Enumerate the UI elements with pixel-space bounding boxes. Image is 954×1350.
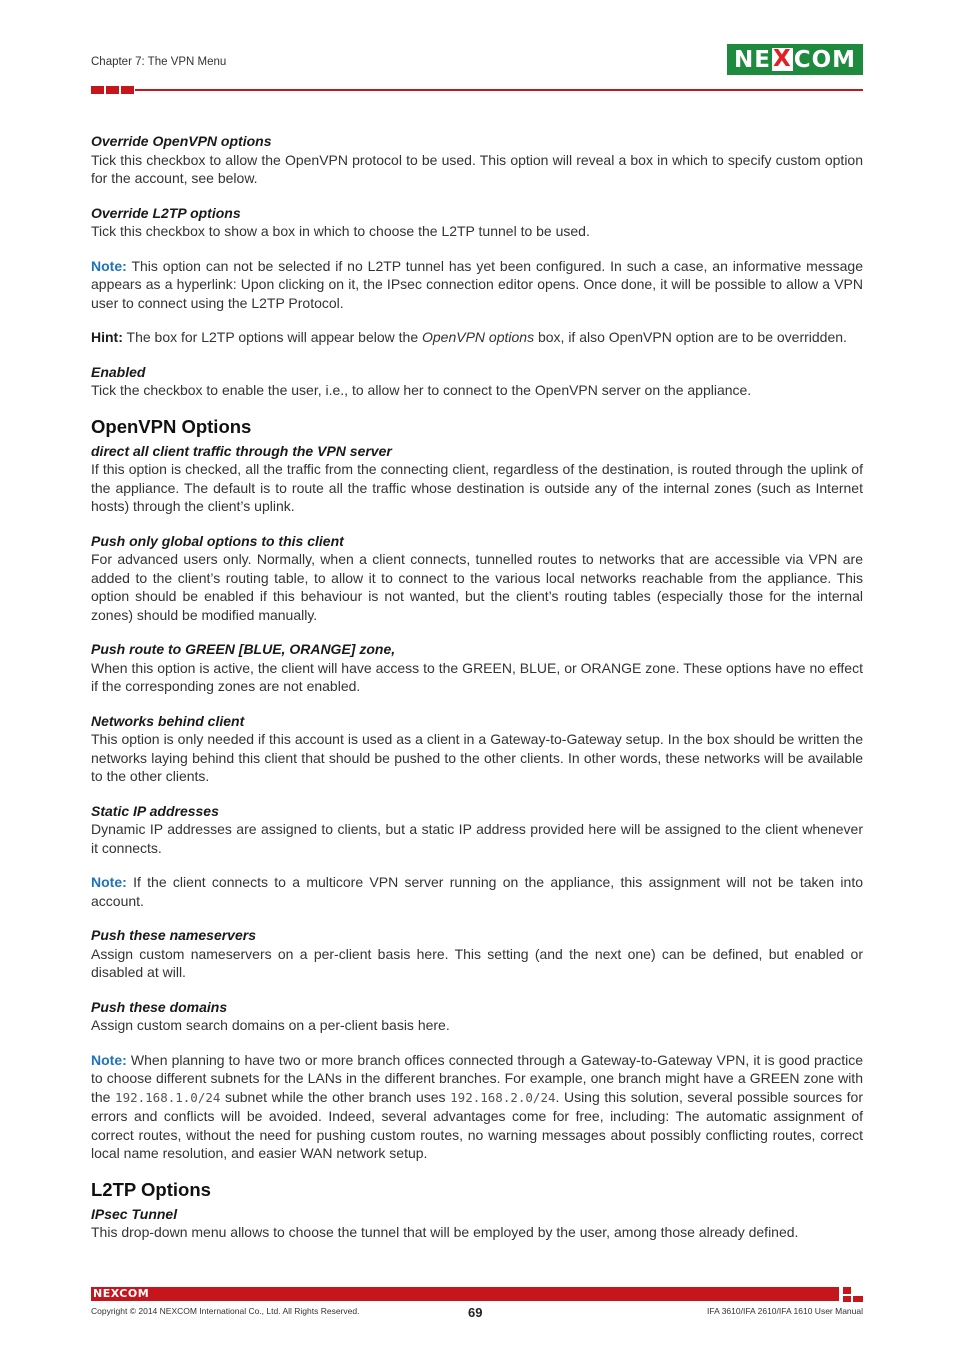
section-enabled [91, 363, 863, 400]
subheading: Push only global options to this client [91, 532, 344, 549]
subnet-branch2: 192.168.2.0/24 [450, 1089, 556, 1105]
note-text-b: subnet while the other branch uses [220, 1088, 451, 1105]
subheading: Override L2TP options [91, 204, 241, 221]
note-subnets [91, 1051, 863, 1163]
section-push-nameservers [91, 926, 863, 982]
subheading: Override OpenVPN options [91, 133, 272, 149]
paragraph: For advanced users only. Normally, when a client connects, tunnelled routes to networks that are accessible via VPN are added to the client’s routing table, to allow it to connect to the various local networks reachable from the appliance. This option should be enabled if this behaviour is not wanted, but the client’s routing tables (especially those for the internal zones) should be modified manually. [91, 551, 863, 623]
section-push-route [91, 640, 863, 696]
footer-copyright: Copyright © 2014 NEXCOM International Co., Ltd. All Rights Reserved. [91, 1306, 360, 1316]
section-override-l2tp [91, 204, 863, 241]
note-label: Note: [91, 257, 127, 274]
paragraph: Tick this checkbox to show a box in which to choose the L2TP tunnel to be used. [91, 223, 590, 239]
subheading: Push these domains [91, 998, 228, 1015]
paragraph: Assign custom nameservers on a per-client basis here. This setting (and the next one) can be defined, but enabled or disabled at will. [91, 945, 863, 980]
paragraph: This drop-down menu allows to choose the tunnel that will be employed by the user, among those already defined. [91, 1224, 799, 1240]
footer-manual-title: IFA 3610/IFA 2610/IFA 1610 User Manual [707, 1306, 863, 1316]
footer-logo: NEXCOM [93, 1287, 150, 1300]
note-paragraph [91, 873, 863, 910]
subheading: Push route to GREEN [BLUE, ORANGE] zone, [91, 641, 396, 657]
paragraph: Tick this checkbox to allow the OpenVPN protocol to be used. This option will reveal a box in which to specify custom option for the account, see below. [91, 151, 863, 186]
subheading: direct all client traffic through the VPN server [91, 442, 392, 459]
header-rule [135, 89, 863, 91]
note-label: Note: [91, 874, 127, 890]
hint-italic: OpenVPN options [422, 329, 535, 345]
note-label: Note: [91, 1051, 127, 1068]
paragraph: Dynamic IP addresses are assigned to clients, but a static IP address provided here will be assigned to the client whenever it connects. [91, 821, 863, 856]
section-push-global [91, 532, 863, 625]
note-text: If the client connects to a multicore VPN server running on the appliance, this assignment will not be taken into account. [91, 874, 863, 909]
note-paragraph [91, 257, 863, 313]
subheading: IPsec Tunnel [91, 1205, 178, 1222]
hint-paragraph [91, 328, 863, 347]
paragraph: When this option is active, the client will have access to the GREEN, BLUE, or ORANGE zone. These options have no effect if the corresponding zones are not enabled. [91, 659, 863, 694]
subheading: Enabled [91, 363, 146, 380]
subheading: Networks behind client [91, 712, 245, 729]
openvpn-options-heading: OpenVPN Options [91, 415, 252, 437]
note-paragraph [91, 1051, 863, 1163]
nexcom-logo [727, 44, 863, 75]
hint-text-a: The box for L2TP options will appear below the [122, 329, 422, 345]
hint-text-b: box, if also OpenVPN option are to be overridden. [534, 329, 847, 345]
subheading: Push these nameservers [91, 927, 256, 943]
subnet-green-branch1: 192.168.1.0/24 [115, 1089, 221, 1105]
note-multicore [91, 873, 863, 910]
subheading: Static IP addresses [91, 802, 219, 819]
logo-text-x: X [772, 46, 792, 72]
note-text-c: . Using this solution, several possible sources for errors and conflicts will be avoided. Indeed, several advantages come for free, including: The automatic assignment of correct routes, without the need for pushing custom routes, no warning messages about possibly conflicting routes, correct local name resolution, and easier WAN network setup. [91, 1088, 864, 1161]
hint-label: Hint: [91, 329, 123, 345]
paragraph: Assign custom search domains on a per-client basis here. [91, 1017, 450, 1033]
section-static-ip [91, 802, 863, 858]
paragraph: This option is only needed if this account is used as a client in a Gateway-to-Gateway setup. In the box should be written the networks laying behind this client that should be pushed to the other clients. In other words, these networks will be available to the other clients. [91, 731, 863, 784]
page-number: 69 [468, 1305, 483, 1320]
note-text: This option can not be selected if no L2TP tunnel has yet been configured. In such a case, an informative message appears as a hyperlink: Upon clicking on it, the IPsec connection editor opens. Once done, it will be possible to allow a VPN user to connect using the L2TP Protocol. [91, 257, 863, 311]
paragraph: Tick the checkbox to enable the user, i.e., to allow her to connect to the OpenVPN server on the appliance. [91, 382, 752, 398]
header-decoration-blocks [91, 86, 134, 94]
logo-text-left: NE [733, 46, 771, 73]
note-l2tp [91, 257, 863, 313]
note-text-a: When planning to have two or more branch offices connected through a Gateway-to-Gateway VPN, it is good practice to choose different subnets for the LANs in the different branches. For example, one branch might have a GREEN zone with the [91, 1051, 863, 1105]
footer-bar [91, 1287, 839, 1301]
section-push-domains [91, 998, 863, 1035]
l2tp-options-heading: L2TP Options [91, 1178, 211, 1200]
logo-text-right: COM [793, 46, 857, 73]
hint-l2tp [91, 328, 863, 347]
paragraph: If this option is checked, all the traffic from the connecting client, regardless of the destination, is routed through the uplink of the appliance. The default is to route all the traffic whose destination is outside any of the internal zones (such as Internet hosts) through the client’s uplink. [91, 461, 863, 514]
page-content [91, 132, 863, 1258]
section-networks-behind [91, 712, 863, 786]
section-direct-all [91, 442, 863, 516]
section-ipsec-tunnel [91, 1205, 863, 1242]
chapter-title: Chapter 7: The VPN Menu [91, 56, 227, 68]
section-override-openvpn [91, 132, 863, 188]
